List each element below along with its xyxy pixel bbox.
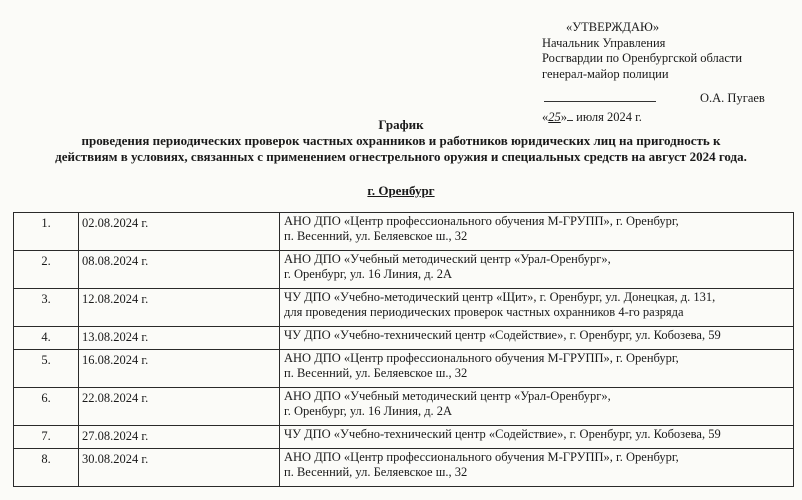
row-organization [280,388,794,426]
row-organization [280,327,794,350]
schedule-table [13,212,794,487]
row-number: 4. [14,327,79,350]
table-row [14,327,794,350]
row-number: 2. [14,251,79,289]
title-line: проведения периодических проверок частных охранников и работников юридических лиц на пригодность к [81,133,721,148]
row-date: 16.08.2024 г. [79,350,280,388]
row-date: 30.08.2024 г. [79,449,280,487]
row-organization [280,449,794,487]
organization-line: п. Весенний, ул. Беляевское ш., 32 [284,229,468,243]
organization-line: ЧУ ДПО «Учебно-методический центр «Щит», г. Оренбург, ул. Донецкая, д. 131, [284,290,716,304]
approval-position-line: генерал-майор полиции [542,66,669,81]
row-organization [280,350,794,388]
table-row [14,426,794,449]
organization-line: АНО ДПО «Учебный методический центр «Урал-Оренбург», [284,389,611,403]
approval-position-line: Начальник Управления [542,35,666,50]
date-quote-close: » [560,110,567,124]
title-line: График [378,117,424,132]
organization-line: АНО ДПО «Центр профессионального обучения М-ГРУПП», г. Оренбург, [284,450,679,464]
row-date: 13.08.2024 г. [79,327,280,350]
row-date: 02.08.2024 г. [79,213,280,251]
date-quote-open: « [542,110,549,124]
table-row [14,289,794,327]
row-date: 12.08.2024 г. [79,289,280,327]
table-row [14,213,794,251]
title-line: действиям в условиях, связанных с применением огнестрельного оружия и специальных средств на август 2024 года. [55,149,747,164]
organization-line: АНО ДПО «Центр профессионального обучения М-ГРУПП», г. Оренбург, [284,351,679,365]
row-organization [280,251,794,289]
date-day: 25 [548,110,561,124]
organization-line: ЧУ ДПО «Учебно-технический центр «Содействие», г. Оренбург, ул. Кобозева, 59 [284,328,721,342]
row-organization [280,426,794,449]
row-number: 8. [14,449,79,487]
row-organization [280,289,794,327]
city-heading: г. Оренбург [367,183,435,198]
row-date: 27.08.2024 г. [79,426,280,449]
organization-line: п. Весенний, ул. Беляевское ш., 32 [284,465,468,479]
table-row [14,449,794,487]
row-number: 6. [14,388,79,426]
table-row [14,251,794,289]
table-row [14,388,794,426]
row-number: 5. [14,350,79,388]
organization-line: ЧУ ДПО «Учебно-технический центр «Содействие», г. Оренбург, ул. Кобозева, 59 [284,427,721,441]
organization-line: для проведения периодических проверок частных охранников 4-го разряда [284,305,684,319]
organization-line: г. Оренбург, ул. 16 Линия, д. 2А [284,404,453,418]
organization-line: АНО ДПО «Учебный методический центр «Урал-Оренбург», [284,252,611,266]
approval-position-line: Росгвардии по Оренбургской области [542,51,743,65]
row-organization [280,213,794,251]
row-date: 22.08.2024 г. [79,388,280,426]
row-number: 7. [14,426,79,449]
document-title [0,117,802,165]
approval-block [542,20,792,126]
signature-row [542,91,792,107]
signatory-name: О.А. Пугаев [700,91,765,105]
row-number: 1. [14,213,79,251]
organization-line: АНО ДПО «Центр профессионального обучения М-ГРУПП», г. Оренбург, [284,214,679,228]
date-month-year: июля 2024 г. [573,110,642,124]
row-number: 3. [14,289,79,327]
row-date: 08.08.2024 г. [79,251,280,289]
approval-heading: «УТВЕРЖДАЮ» [566,20,660,34]
organization-line: п. Весенний, ул. Беляевское ш., 32 [284,366,468,380]
signature-line [544,101,656,102]
table-row [14,350,794,388]
organization-line: г. Оренбург, ул. 16 Линия, д. 2А [284,267,453,281]
